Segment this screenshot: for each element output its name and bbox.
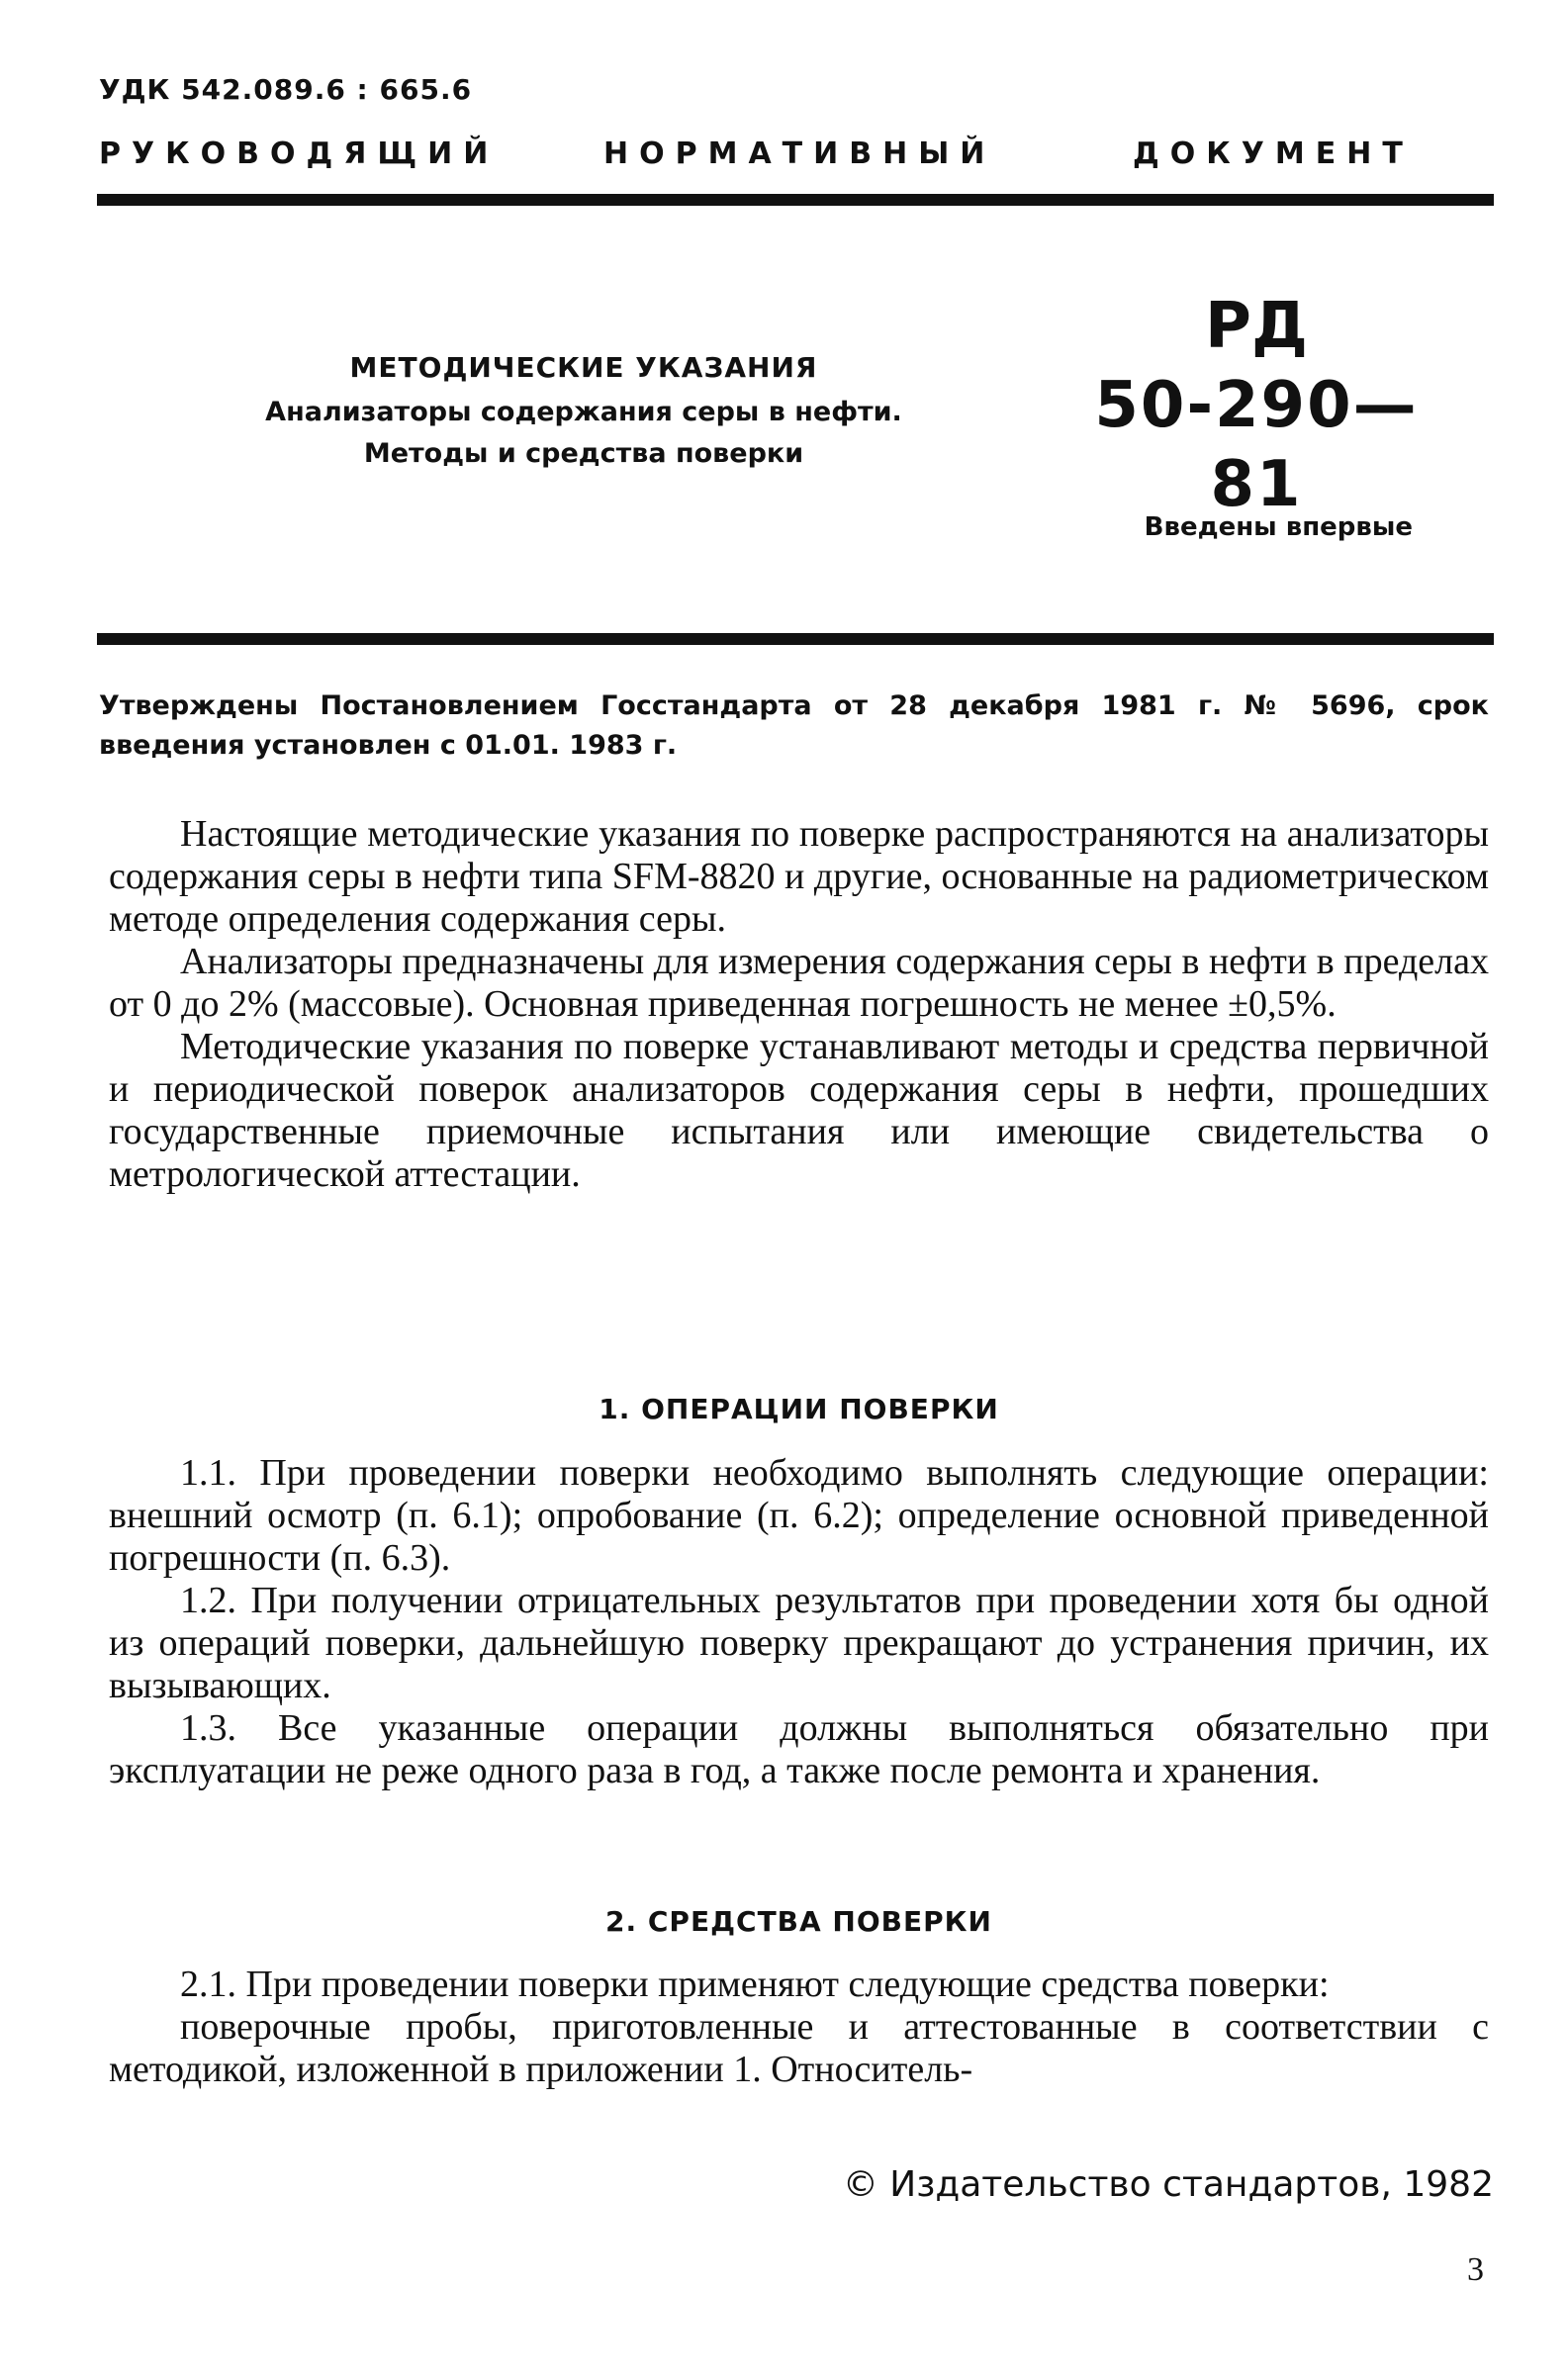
section-1-paragraph: 1.1. При проведении поверки необходимо выполнять следующие операции: внешний осмотр (п. 6.1); опробование (п. 6.2); определение основной приведенной погрешности (п. 6.3). [109, 1452, 1489, 1579]
section-2-paragraph: 2.1. При проведении поверки применяют следующие средства поверки: [180, 1964, 1330, 2005]
section-2-heading: 2. СРЕДСТВА ПОВЕРКИ [605, 1905, 992, 1938]
intro-paragraph: Настоящие методические указания по поверке распространяются на анализаторы содержания серы в нефти типа SFM-8820 и другие, основанные на радиометрическом методе определения содержания серы. [109, 813, 1489, 940]
title-block [198, 348, 969, 475]
introduction-text [109, 813, 1489, 1196]
series-word-1: РУКОВОДЯЩИЙ [99, 137, 500, 171]
header-rule [97, 194, 1494, 206]
title-line-2: Методы и средства поверки [363, 438, 804, 469]
document-code [1049, 287, 1464, 524]
approval-rule [97, 633, 1494, 645]
copyright-notice: © Издательство стандартов, 1982 [842, 2164, 1494, 2205]
introduction-note: Введены впервые [1144, 512, 1413, 542]
section-2-text [109, 1964, 1489, 2091]
series-word-3: ДОКУМЕНТ [1133, 137, 1414, 171]
approval-statement: Утверждены Постановлением Госстандарта от 28 декабря 1981 г. № 5696, срок введения установлен с 01.01. 1983 г. [99, 690, 1489, 761]
intro-paragraph: Методические указания по поверке устанавливают методы и средства первичной и периодической поверок анализаторов содержания серы в нефти, прошедших государственные приемочные испытания или имеющие свидетельства о метрологической аттестации. [109, 1026, 1489, 1195]
section-1-text [109, 1452, 1489, 1792]
intro-paragraph: Анализаторы предназначены для измерения содержания серы в нефти в пределах от 0 до 2% (массовые). Основная приведенная погрешность не менее ±0,5%. [109, 941, 1489, 1025]
title-line-1: Анализаторы содержания серы в нефти. [265, 397, 902, 427]
section-1-paragraph: 1.2. При получении отрицательных результатов при проведении хотя бы одной из операций поверки, дальнейшую поверку прекращают до устранения причин, их вызывающих. [109, 1580, 1489, 1706]
udk-code: УДК 542.089.6 : 665.6 [99, 73, 473, 106]
document-code-number: 50-290—81 [1094, 369, 1419, 521]
section-2-paragraph: поверочные пробы, приготовленные и аттестованные в соответствии с методикой, изложенной в приложении 1. Относитель- [109, 2006, 1489, 2090]
page-number: 3 [1467, 2251, 1484, 2288]
section-1-paragraph: 1.3. Все указанные операции должны выполняться обязательно при эксплуатации не реже одного раза в год, а также после ремонта и хранения. [109, 1707, 1489, 1791]
document-code-prefix: РД [1205, 290, 1308, 363]
section-1-heading: 1. ОПЕРАЦИИ ПОВЕРКИ [599, 1393, 999, 1425]
series-word-2: НОРМАТИВНЫЙ [603, 137, 996, 171]
document-kind: МЕТОДИЧЕСКИЕ УКАЗАНИЯ [349, 351, 818, 384]
